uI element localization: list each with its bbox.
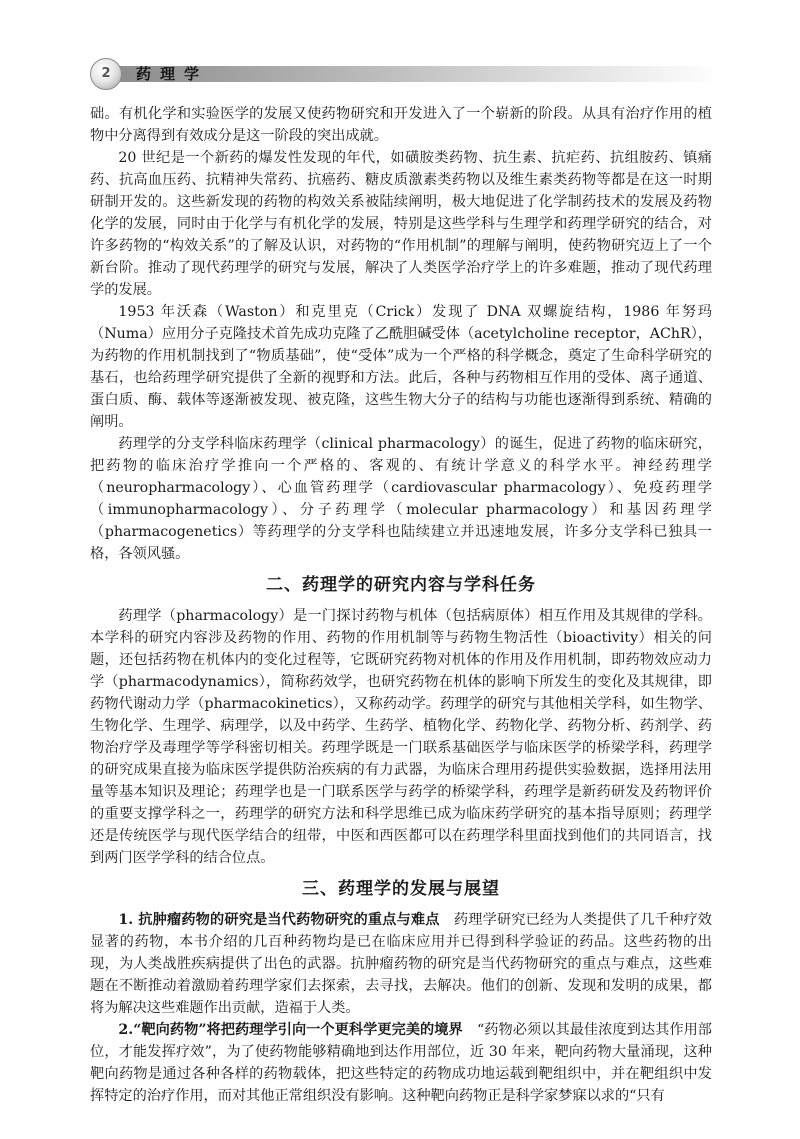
running-title: 药理学: [136, 65, 209, 83]
body-text: [90, 103, 712, 1107]
paragraph: [90, 1019, 712, 1107]
section-heading: 二、药理学的研究内容与学科任务: [266, 575, 536, 595]
page-header: [90, 58, 720, 88]
paragraph: 药理学（pharmacology）是一门探讨药物与机体（包括病原体）相互作用及其规律的学科。本学科的研究内容涉及药物的作用、药物的作用机制等与药物生物活性（bioactivity）相关的问题，还包括药物在机体内的变化过程等，它既研究药物对机体的作用及作用机制，即药物效应动力学（pharmacodynamics），简称药效学，也研究药物在机体的影响下所发生的变化及其规律，即药物代谢动力学（pharmacokinetics），又称药动学。药理学的研究与其他相关学科，如生物学、生物化学、生理学、病理学，以及中药学、生药学、植物化学、药物化学、药物分析、药剂学、药物治疗学及毒理学等学科密切相关。药理学既是一门联系基础医学与临床医学的桥梁学科，药理学的研究成果直接为临床医学提供防治疾病的有力武器，为临床合理用药提供实验数据，选择用法用量等基本知识及理论；药理学也是一门联系医学与药学的桥梁学科，药理学是新药研发及药物评价的重要支撑学科之一，药理学的研究方法和科学思维已成为临床药学研究的基本指导原则；药理学还是传统医学与现代医学结合的纽带，中医和西医都可以在药理学科里面找到他们的共同语言，找到两门医学学科的结合位点。: [90, 608, 712, 866]
section-heading: 三、药理学的发展与展望: [302, 879, 500, 899]
paragraph-body: “药物必须以其最佳浓度到达其作用部位，才能发挥疗效”，为了使药物能够精确地到达作用部位，近 30 年来，靶向药物大量涌现，这种靶向药物是通过各种各样的药物载体，把这些特定的药物成功地运载到靶组织中，并在靶组织中发挥特定的治疗作用，而对其他正常组织没有影响。这种靶向药物正是科学家梦寐以求的“只有: [90, 1022, 712, 1104]
paragraph-body: 药理学研究已经为人类提供了几千种疗效显著的药物，本书介绍的几百种药物均是已在临床应用并已得到科学验证的药品。这些药物的出现，为人类战胜疾病提供了出色的武器。抗肿瘤药物的研究是当代药物研究的重点与难点，这些难题在不断推动着激励着药理学家们去探索，去寻找，去解决。他们的创新、发现和发明的成果，都将为解决这些难题作出贡献，造福于人类。: [90, 912, 712, 1016]
paragraph: 20 世纪是一个新药的爆发性发现的年代，如磺胺类药物、抗生素、抗疟药、抗组胺药、镇痛药、抗高血压药、抗精神失常药、抗癌药、糖皮质激素类药物以及维生素类药物等都是在这一时期研制开发的。这些新发现的药物的构效关系被陆续阐明，极大地促进了化学制药技术的发展及药物化学的发展，同时由于化学与有机化学的发展，特别是这些学科与生理学和药理学研究的结合，对许多药物的“构效关系”的了解及认识，对药物的“作用机制”的理解与阐明，使药物研究迈上了一个新台阶。推动了现代药理学的研究与发展，解决了人类医学治疗学上的许多难题，推动了现代药理学的发展。: [90, 150, 712, 298]
paragraph: 1953 年沃森（Waston）和克里克（Crick）发现了 DNA 双螺旋结构，1986 年努玛（Numa）应用分子克隆技术首先成功克隆了乙酰胆碱受体（acetylcholine receptor，AChR），为药物的作用机制找到了“物质基础”，使“受体”成为一个严格的科学概念，奠定了生命科学研究的基石，也给药理学研究提供了全新的视野和方法。此后，各种与药物相互作用的受体、离子通道、蛋白质、酶、载体等逐渐被发现、被克隆，这些生物大分子的结构与功能也逐渐得到系统、精确的阐明。: [90, 304, 712, 430]
paragraph: [90, 909, 712, 1019]
page-number: 2: [90, 58, 122, 90]
paragraph-lead: 1. 抗肿瘤药物的研究是当代药物研究的重点与难点: [118, 912, 440, 928]
paragraph-lead: 2.“靶向药物”将把药理学引向一个更科学更完美的境界: [118, 1022, 463, 1038]
paragraph: 础。有机化学和实验医学的发展又使药物研究和开发进入了一个崭新的阶段。从具有治疗作用的植物中分离得到有效成分是这一阶段的突出成就。: [90, 106, 712, 144]
paragraph: 药理学的分支学科临床药理学（clinical pharmacology）的诞生，促进了药物的临床研究，把药物的临床治疗学推向一个严格的、客观的、有统计学意义的科学水平。神经药理学（neuropharmacology）、心血管药理学（cardiovascular pharmacology）、免疫药理学（immunopharmacology）、分子药理学（molecular pharmacology）和基因药理学（pharmacogenetics）等药理学的分支学科也陆续建立并迅速地发展，许多分支学科已独具一格，各领风骚。: [90, 436, 712, 562]
